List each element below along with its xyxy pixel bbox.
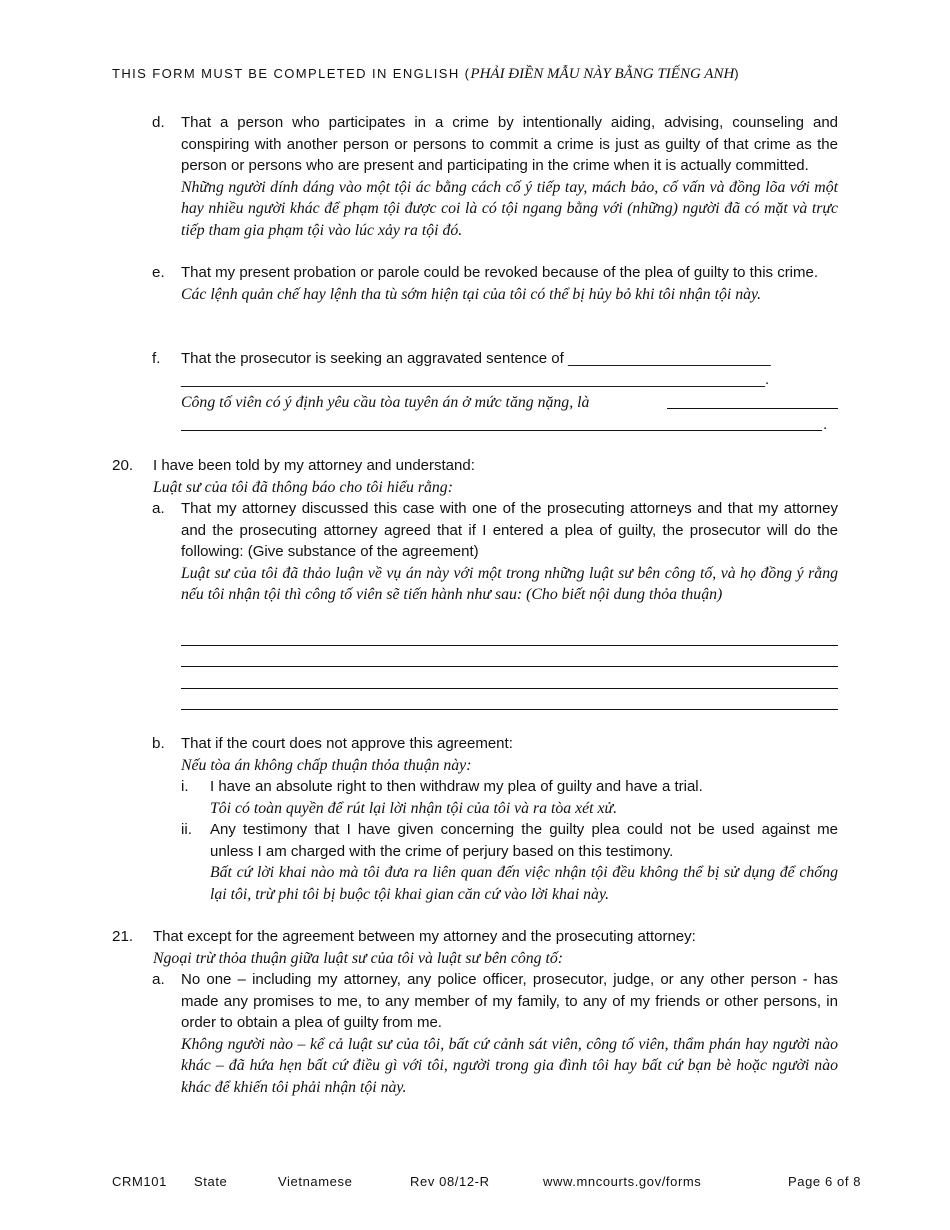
- item-20a: [181, 498, 838, 606]
- item-20b-en: That if the court does not approve this agreement:: [181, 735, 513, 752]
- footer-form-id: CRM101: [112, 1174, 167, 1189]
- item-20b-ii-vi: Bất cứ lời khai nào mà tôi đưa ra liên quan đến việc nhận tội đều không thể bị sử dụng để chống lại tôi, trừ phi tôi bị buộc tội khai gian căn cứ vào lời khai này.: [210, 864, 838, 903]
- item-e-marker: e.: [152, 264, 165, 281]
- item-20-en: I have been told by my attorney and understand:: [153, 457, 475, 474]
- item-f: [181, 348, 841, 370]
- item-20: [153, 455, 475, 498]
- item-20-vi: Luật sư của tôi đã thông báo cho tôi hiểu rằng:: [153, 478, 453, 496]
- header-title-close: ): [734, 66, 741, 81]
- item-d: [181, 112, 838, 241]
- form-header: [112, 66, 740, 83]
- item-f-marker: f.: [152, 350, 161, 367]
- item-d-marker: d.: [152, 114, 165, 131]
- footer-language: Vietnamese: [278, 1174, 353, 1189]
- item-d-vi: Những người dính dáng vào một tội ác bằng cách cố ý tiếp tay, mách bảo, cố vấn và đồng lõa với một hay nhiều người khác để phạm tội được coi là có tội ngang bằng với (những) người đã có mặt và trực tiếp tham gia phạm tội vào lúc xảy ra tội đó.: [181, 178, 838, 239]
- item-20b: [181, 733, 513, 776]
- item-21a-marker: a.: [152, 971, 165, 988]
- item-21: [153, 926, 696, 969]
- item-20a-vi: Luật sư của tôi đã thảo luận về vụ án này với một trong những luật sư bên công tố, và họ đồng ý rằng nếu tôi nhận tội thì công tố viên sẽ tiến hành như sau: (Cho biết nội dung thỏa thuận): [181, 564, 838, 603]
- footer-url[interactable]: www.mncourts.gov/forms: [543, 1174, 702, 1189]
- agreement-line-1[interactable]: [181, 645, 838, 646]
- item-21a: [181, 969, 838, 1098]
- item-f-end-period: .: [823, 416, 828, 433]
- item-20-marker: 20.: [112, 457, 134, 474]
- item-f-vi-blank-2[interactable]: [181, 430, 822, 431]
- item-20a-en: That my attorney discussed this case with one of the prosecuting attorneys and that my attorney and the prosecuting attorney agreed that if I entered a plea of guilty, the prosecutor will do the following: (Give substance of the agreement): [181, 500, 838, 560]
- item-e: [181, 262, 838, 305]
- item-21-vi: Ngoại trừ thỏa thuận giữa luật sư của tôi và luật sư bên công tố:: [153, 949, 564, 967]
- item-f-vi-blank-1[interactable]: [667, 408, 838, 409]
- item-21a-vi: Không người nào – kể cả luật sư của tôi, bất cứ cảnh sát viên, công tố viên, thẩm phán hay người nào khác – đã hứa hẹn bất cứ điều gì với tôi, người trong gia đình tôi hay bất cứ bạn bè hoặc người nào khác để khiến tôi phải nhận tội này.: [181, 1035, 838, 1096]
- item-d-en: That a person who participates in a crime by intentionally aiding, advising, counseling and conspiring with another person or persons to commit a crime is just as guilty of that crime as the person or persons who are present and participating in the crime when it is actually committed.: [181, 114, 838, 174]
- item-e-en: That my present probation or parole could be revoked because of the plea of guilty to this crime.: [181, 264, 819, 281]
- item-20b-ii: [210, 819, 838, 905]
- footer-state: State: [194, 1174, 228, 1189]
- item-20b-i: [210, 776, 703, 819]
- header-title-en: THIS FORM MUST BE COMPLETED IN ENGLISH (: [112, 66, 471, 81]
- item-f-blank-2[interactable]: ______________________________________________________________________.: [181, 371, 770, 388]
- item-20b-i-en: I have an absolute right to then withdraw my plea of guilty and have a trial.: [210, 778, 703, 795]
- agreement-line-2[interactable]: [181, 666, 838, 667]
- item-20b-i-vi: Tôi có toàn quyền để rút lại lời nhận tội của tôi và ra tòa xét xử.: [210, 799, 618, 817]
- item-f-blank-1[interactable]: ________________________: [567, 350, 771, 367]
- item-20b-ii-marker: ii.: [181, 821, 192, 838]
- item-f-vi: Công tố viên có ý định yêu cầu tòa tuyên án ở mức tăng nặng, là: [181, 394, 590, 411]
- agreement-line-3[interactable]: [181, 688, 838, 689]
- agreement-line-4[interactable]: [181, 709, 838, 710]
- footer-rev: Rev 08/12-R: [410, 1174, 490, 1189]
- item-f-en: That the prosecutor is seeking an aggravated sentence of: [181, 350, 564, 367]
- item-20b-i-marker: i.: [181, 778, 189, 795]
- item-20b-ii-en: Any testimony that I have given concerning the guilty plea could not be used against me unless I am charged with the crime of perjury based on this testimony.: [210, 821, 838, 860]
- item-21-en: That except for the agreement between my attorney and the prosecuting attorney:: [153, 928, 696, 945]
- item-21a-en: No one – including my attorney, any police officer, prosecutor, judge, or any other person - has made any promises to me, to any member of my family, to any of my friends or other persons, in order to obtain a plea of guilty from me.: [181, 971, 838, 1031]
- item-20b-marker: b.: [152, 735, 165, 752]
- footer-page-number: Page 6 of 8: [788, 1174, 862, 1189]
- item-20a-marker: a.: [152, 500, 165, 517]
- item-21-marker: 21.: [112, 928, 134, 945]
- header-title-vi: PHẢI ĐIỀN MẪU NÀY BẰNG TIẾNG ANH: [470, 66, 735, 82]
- item-e-vi: Các lệnh quản chế hay lệnh tha tù sớm hiện tại của tôi có thể bị hủy bỏ khi tôi nhận tội này.: [181, 285, 762, 303]
- item-20b-vi: Nếu tòa án không chấp thuận thỏa thuận này:: [181, 756, 472, 774]
